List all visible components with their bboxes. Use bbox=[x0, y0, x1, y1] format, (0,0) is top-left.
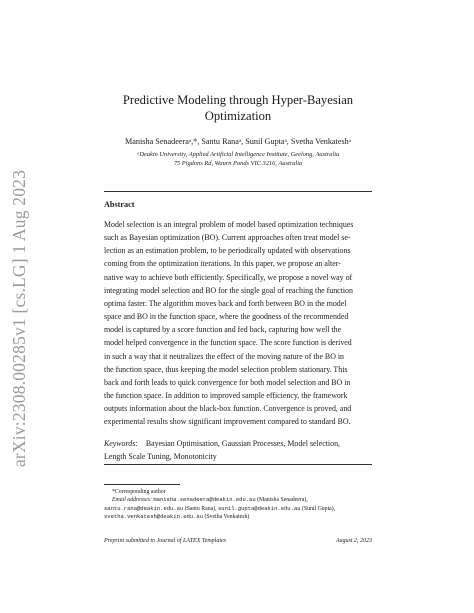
keywords-text-1: Bayesian Optimisation, Gaussian Processes, Model selection, bbox=[145, 439, 340, 448]
affiliation-line-2: 75 Pigdons Rd, Waurn Ponds VIC 3216, Australia bbox=[173, 160, 303, 167]
abstract-top-rule bbox=[104, 191, 372, 192]
abstract-line: native way to achieve both efficiently. Specifically, we propose a novel way of bbox=[104, 272, 353, 282]
email-link[interactable]: santu.rana@deakin.edu.au bbox=[104, 504, 184, 512]
affiliation bbox=[104, 150, 372, 168]
abstract-line: experimental results show significant improvement compared to standard BO. bbox=[104, 417, 351, 427]
affiliation-line-1: ᵃDeakin University, Applied Artificial Intelligence Institute, Geelong, Australia bbox=[136, 151, 340, 158]
email-owner: (Sunil Gupta), bbox=[301, 505, 336, 512]
arxiv-stamp bbox=[3, 168, 37, 468]
email-link[interactable]: manisha.senadeera@deakin.edu.au bbox=[153, 496, 256, 504]
footnotes bbox=[104, 488, 372, 521]
email-owner: (Svetha Venkatesh) bbox=[204, 513, 250, 520]
abstract-line: Model selection is an integral problem of model based optimization techniques bbox=[104, 220, 354, 229]
abstract-line: in such a way that it neutralizes the effect of the moving nature of the BO in bbox=[104, 351, 345, 361]
abstract-line: such as Bayesian optimization (BO). Current approaches often treat model se- bbox=[104, 233, 351, 243]
title-line-1: Predictive Modeling through Hyper-Bayesian bbox=[122, 93, 354, 107]
abstract-line: outputs information about the black-box function. Convergence is proved, and bbox=[104, 404, 352, 414]
keywords-line-1 bbox=[104, 438, 372, 451]
title-line-2: Optimization bbox=[204, 109, 272, 123]
abstract-line: model is captured by a score function and fed back, capturing how well the bbox=[104, 325, 342, 335]
email-owner: (Santu Rana), bbox=[184, 505, 217, 512]
abstract-line: space and BO in the function space, where the goodness of the recommended bbox=[104, 312, 349, 322]
email-line-2 bbox=[104, 505, 372, 513]
abstract-line: optima faster. The algorithm moves back and forth between BO in the model bbox=[104, 298, 347, 308]
abstract-heading: Abstract bbox=[104, 200, 135, 209]
abstract-line: the function space, thus keeping the model selection problem stationary. This bbox=[104, 364, 348, 374]
abstract-line: back and forth leads to quick convergence for both model selection and BO in bbox=[104, 377, 351, 387]
abstract-line: model helped convergence in the function space. The score function is derived bbox=[104, 338, 352, 348]
email-link[interactable]: svetha.venkatesh@deakin.edu.au bbox=[104, 512, 204, 520]
email-owner: (Manisha Senadeera), bbox=[257, 497, 308, 504]
abstract-line: integrating model selection and BO for the single goal of reaching the function bbox=[104, 285, 353, 295]
abstract-line: coming from the optimization iterations. In this paper, we propose an alter- bbox=[104, 259, 341, 269]
author-list: Manisha Senadeeraᵃ,*, Santu Ranaᵃ, Sunil Guptaᵃ, Svetha Venkateshᵃ bbox=[125, 137, 351, 146]
preprint-note: Preprint submitted to Journal of LATEX Templates bbox=[104, 538, 227, 544]
email-line-3 bbox=[104, 513, 372, 521]
corresponding-author-note: *Corresponding author bbox=[112, 489, 166, 495]
footer-date: August 2, 2023 bbox=[335, 538, 372, 544]
abstract-line: the function space. In addition to improved sample efficiency, the framework bbox=[104, 391, 348, 401]
email-label: Email addresses: bbox=[112, 497, 152, 504]
abstract-body bbox=[104, 218, 372, 429]
arxiv-identifier[interactable]: arXiv:2308.00285v1 [cs.LG] 1 Aug 2023 bbox=[9, 169, 30, 467]
keywords-text-2: Length Scale Tuning, Monotonicity bbox=[104, 451, 217, 461]
page-footer bbox=[104, 538, 372, 544]
footnote-rule bbox=[104, 484, 180, 485]
paper-title bbox=[104, 92, 372, 124]
email-line-1 bbox=[104, 496, 372, 504]
paper-page bbox=[104, 0, 372, 613]
keywords-block bbox=[104, 438, 372, 463]
abstract-line: lection as an estimation problem, to be periodically updated with observations bbox=[104, 246, 351, 256]
email-link[interactable]: sunil.gupta@deakin.edu.au bbox=[218, 504, 301, 512]
abstract-bottom-rule bbox=[104, 464, 372, 465]
keywords-label: Keywords: bbox=[104, 439, 138, 448]
